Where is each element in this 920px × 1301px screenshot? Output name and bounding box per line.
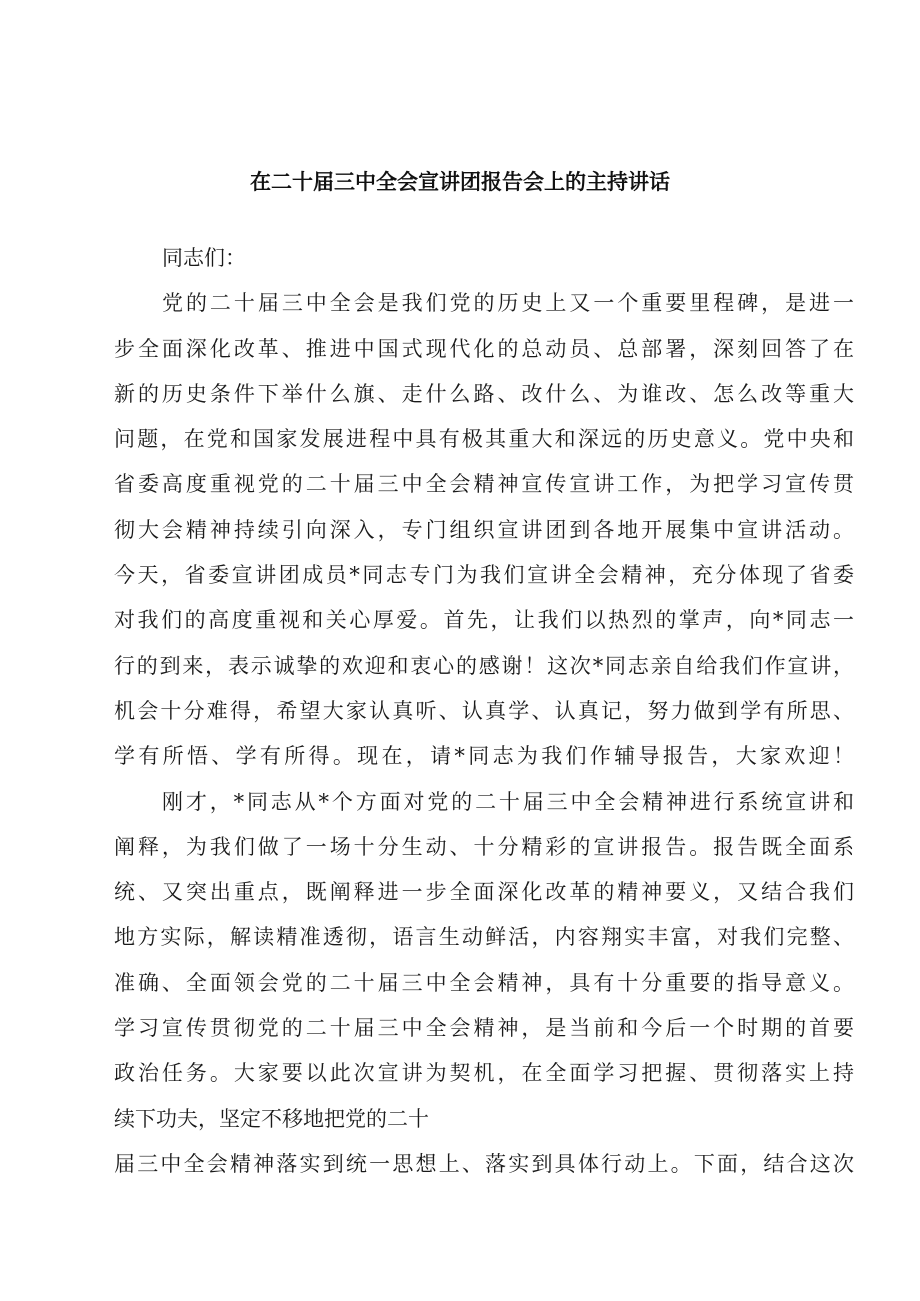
- text-line: 统、又突出重点，既阐释进一步全面深化改革的精神要义，又结合我们: [114, 880, 854, 905]
- text-line: 准确、全面领会党的二十届三中全会精神，具有十分重要的指导意义。: [114, 970, 854, 995]
- text-line: 省委高度重视党的二十届三中全会精神宣传宣讲工作，为把学习宣传贯: [114, 472, 854, 497]
- text-line: 彻大会精神持续引向深入，专门组织宣讲团到各地开展集中宣讲活动。: [114, 517, 854, 542]
- text-line: 行的到来，表示诚挚的欢迎和衷心的感谢！这次*同志亲自给我们作宣讲，: [114, 653, 854, 678]
- document-body: [114, 236, 854, 1187]
- text-line: 机会十分难得，希望大家认真听、认真学、认真记，努力做到学有所思、: [114, 698, 854, 723]
- text-line: 续下功夫，坚定不移地把党的二十: [114, 1106, 429, 1131]
- text-line: 问题，在党和国家发展进程中具有极其重大和深远的历史意义。党中央和: [114, 427, 854, 452]
- text-line: 阐释，为我们做了一场十分生动、十分精彩的宣讲报告。报告既全面系: [114, 834, 854, 859]
- text-line: 步全面深化改革、推进中国式现代化的总动员、总部署，深刻回答了在: [114, 336, 854, 361]
- text-line: 今天，省委宣讲团成员*同志专门为我们宣讲全会精神，充分体现了省委: [114, 563, 854, 588]
- text-line: 对我们的高度重视和关心厚爱。首先，让我们以热烈的掌声，向*同志一: [114, 608, 854, 633]
- text-line: 党的二十届三中全会是我们党的历史上又一个重要里程碑，是进一: [162, 291, 854, 316]
- text-line: 同志们：: [162, 246, 246, 270]
- text-line: 学习宣传贯彻党的二十届三中全会精神，是当前和今后一个时期的首要: [114, 1016, 854, 1041]
- text-line: 学有所悟、学有所得。现在，请*同志为我们作辅导报告，大家欢迎！: [114, 744, 854, 769]
- text-line: 地方实际，解读精准透彻，语言生动鲜活，内容翔实丰富，对我们完整、: [114, 925, 854, 950]
- text-line: 新的历史条件下举什么旗、走什么路、改什么、为谁改、怎么改等重大: [114, 381, 854, 406]
- document-title: 在二十届三中全会宣讲团报告会上的主持讲话: [250, 170, 670, 194]
- text-line: 政治任务。大家要以此次宣讲为契机，在全面学习把握、贯彻落实上持: [114, 1061, 854, 1086]
- text-line: 刚才，*同志从*个方面对党的二十届三中全会精神进行系统宣讲和: [162, 789, 854, 814]
- text-line: 届三中全会精神落实到统一思想上、落实到具体行动上。下面，结合这次: [114, 1151, 854, 1176]
